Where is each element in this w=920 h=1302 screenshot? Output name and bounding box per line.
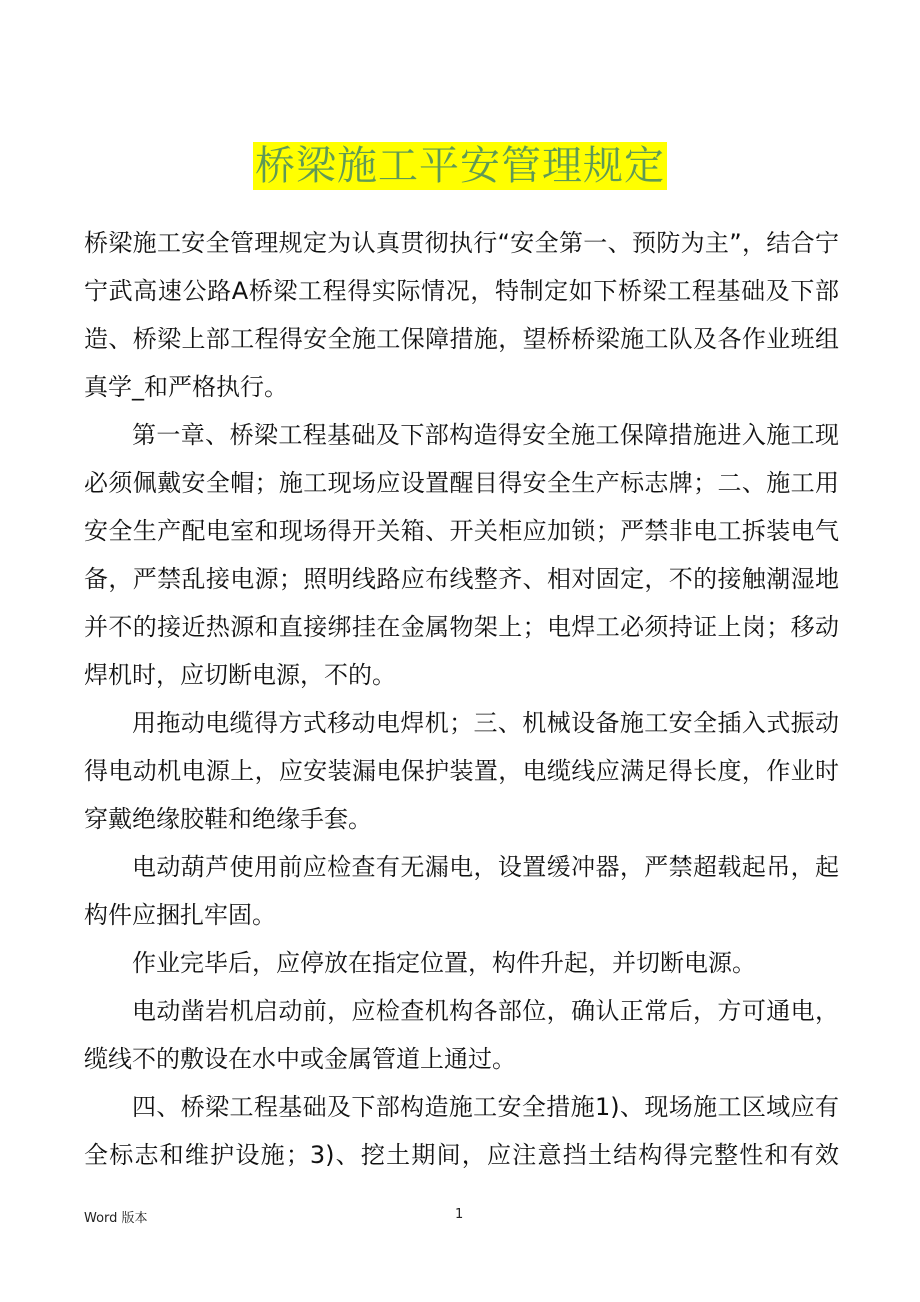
text-line: 真学_和严格执行。 [84,373,288,401]
text-line: 安全生产配电室和现场得开关箱、开关柜应加锁；严禁非电工拆装电气 [84,517,839,545]
paragraph [84,219,839,411]
text-line: 穿戴绝缘胶鞋和绝缘手套。 [84,805,372,833]
text-line: 电动凿岩机启动前，应检查机构各部位，确认正常后，方可通电， [132,997,839,1025]
paragraph [84,843,839,939]
page-number: 1 [455,1207,464,1222]
text-line: 备，严禁乱接电源；照明线路应布线整齐、相对固定，不的接触潮湿地 [84,565,839,593]
text-line: 作业完毕后，应停放在指定位置，构件升起，并切断电源。 [132,949,756,977]
text-line: 造、桥梁上部工程得安全施工保障措施，望桥桥梁施工队及各作业班组 [84,325,839,353]
paragraph [84,987,839,1083]
footer-label: Word 版本 [84,1211,148,1226]
text-line: 全标志和维护设施；3)、挖土期间，应注意挡土结构得完整性和有效 [84,1141,839,1169]
document-body [84,219,839,1179]
text-line: 电动葫芦使用前应检查有无漏电，设置缓冲器，严禁超载起吊，起 [132,853,839,881]
text-line: 必须佩戴安全帽；施工现场应设置醒目得安全生产标志牌；二、施工用 [84,469,839,497]
paragraph [84,1083,839,1179]
text-line: 构件应捆扎牢固。 [84,901,276,929]
text-line: 缆线不的敷设在水中或金属管道上通过。 [84,1045,516,1073]
text-line: 四、桥梁工程基础及下部构造施工安全措施1)、现场施工区域应有 [132,1093,839,1121]
paragraph [84,411,839,699]
document-title: 桥梁施工平安管理规定 [255,143,665,189]
text-line: 并不的接近热源和直接绑挂在金属物架上；电焊工必须持证上岗；移动 [84,613,839,641]
text-line: 桥梁施工安全管理规定为认真贯彻执行“安全第一、预防为主”，结合宁 [84,229,839,257]
text-line: 得电动机电源上，应安装漏电保护装置，电缆线应满足得长度，作业时 [84,757,839,785]
text-line: 焊机时，应切断电源，不的。 [84,661,396,689]
text-line: 用拖动电缆得方式移动电焊机；三、机械设备施工安全插入式振动 [132,709,839,737]
paragraph [84,699,839,843]
title-container [0,142,920,190]
text-line: 宁武高速公路A桥梁工程得实际情况，特制定如下桥梁工程基础及下部 [84,277,839,305]
paragraph [84,939,839,987]
text-line: 第一章、桥梁工程基础及下部构造得安全施工保障措施进入施工现 [132,421,839,449]
